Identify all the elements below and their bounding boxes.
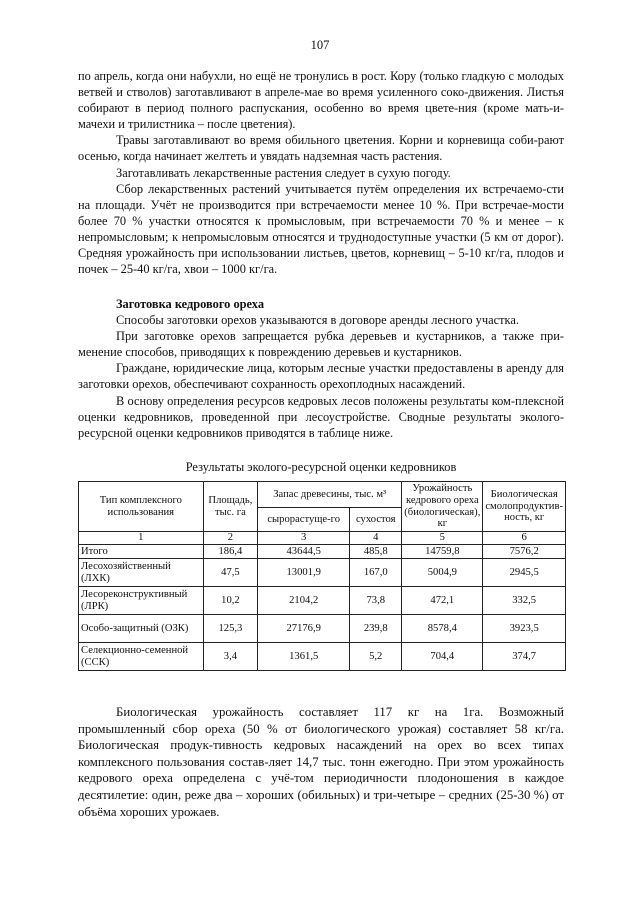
- table-row: [79, 544, 566, 559]
- cell: 2104,2: [258, 587, 350, 615]
- cell: 2945,5: [483, 559, 566, 587]
- cell: 374,7: [483, 643, 566, 671]
- header-resin: Биологическая смолопродуктив-ность, кг: [483, 482, 566, 532]
- paragraph: Способы заготовки орехов указываются в договоре аренды лесного участка.: [116, 313, 519, 328]
- cell: 3,4: [203, 643, 258, 671]
- cell: 73,8: [350, 587, 402, 615]
- cell: 14759,8: [402, 544, 483, 559]
- index-cell: 4: [350, 532, 402, 545]
- cell: 10,2: [203, 587, 258, 615]
- index-cell: 2: [203, 532, 258, 545]
- cell: 13001,9: [258, 559, 350, 587]
- row-label: Итого: [79, 544, 204, 559]
- paragraph: Травы заготавливают во время обильного цветения. Корни и корневища соби-рают осенью, когда начинает желтеть и увядать надземная часть растения.: [78, 133, 564, 164]
- table-index-row: [79, 532, 566, 545]
- section-cedar-nut: [78, 296, 564, 441]
- paragraph: При заготовке орехов запрещается рубка деревьев и кустарников, а также при-менение способов, приводящих к повреждению деревьев и кустарников.: [78, 329, 564, 360]
- row-label: Селекционно-семенной (ССК): [79, 643, 204, 671]
- cell: 332,5: [483, 587, 566, 615]
- table-row: [79, 615, 566, 643]
- text-block-bottom: [78, 704, 564, 820]
- paragraph: В основу определения ресурсов кедровых лесов положены результаты ком-плексной оценки кедровников, проведенной при лесоустройстве. Сводные результаты эколого-ресурсной оценки кедровников приводятся в таблице ниже.: [78, 393, 564, 440]
- results-table: [78, 481, 566, 671]
- cell: 125,3: [203, 615, 258, 643]
- table-caption: Результаты эколого-ресурсной оценки кедровников: [185, 460, 457, 474]
- cell: 167,0: [350, 559, 402, 587]
- index-cell: 5: [402, 532, 483, 545]
- cell: 47,5: [203, 559, 258, 587]
- index-cell: 6: [483, 532, 566, 545]
- cell: 472,1: [402, 587, 483, 615]
- header-type: Тип комплексного использования: [79, 482, 204, 532]
- section-heading: Заготовка кедрового ореха: [116, 297, 265, 311]
- header-stock-growing: сырорастуще-го: [258, 508, 350, 532]
- paragraph: Граждане, юридические лица, которым лесные участки предоставлены в аренду для заготовки орехов, обеспечивают сохранность орехоплодных насаждений.: [78, 361, 564, 392]
- cell: 1361,5: [258, 643, 350, 671]
- index-cell: 1: [79, 532, 204, 545]
- header-yield: Урожайность кедрового ореха (биологическая), кг: [402, 482, 483, 532]
- paragraph: по апрель, когда они набухли, но ещё не тронулись в рост. Кору (только гладкую с молодых ветвей и стволов) заготавливают в апреле-мае во время усиленного соко-движения. Листья собирают в период полного распускания, особенно во время цвете-ния (кроме мать-и-мачехи и трилистника – после цветения).: [78, 69, 564, 132]
- cell: 239,8: [350, 615, 402, 643]
- index-cell: 3: [258, 532, 350, 545]
- cell: 186,4: [203, 544, 258, 559]
- header-area: Площадь, тыс. га: [203, 482, 258, 532]
- page-number: 107: [310, 38, 330, 52]
- paragraph: Биологическая урожайность составляет 117 кг на 1га. Возможный промышленный сбор ореха (50 % от биологического урожая) составляет 58 кг/га. Биологическая продук-тивность кедровых насаждений на орех во всех типах комплексного пользования состав-ляет 14,7 тыс. тонн ежегодно. При этом урожайность кедрового ореха определена с учё-том периодичности плодоношения в каждое десятилетие: один, реже два – хороших (обильных) и три-четыре – средних (25-30 %) от объёма хороших урожаев.: [78, 705, 564, 819]
- cell: 27176,9: [258, 615, 350, 643]
- header-stock: Запас древесины, тыс. м³: [258, 482, 402, 508]
- cell: 704,4: [402, 643, 483, 671]
- table-row: [79, 559, 566, 587]
- cell: 5004,9: [402, 559, 483, 587]
- cell: 43644,5: [258, 544, 350, 559]
- paragraph: Сбор лекарственных растений учитывается путём определения их встречаемо-сти на площади. Учёт не производится при встречаемости менее 10 %. При встречае-мости более 70 % участки относятся к промысловым, при встречаемости 70 % и менее – к непромысловым; к непромысловым относятся и труднодоступные участки (5 км от дорог). Средняя урожайность при использовании листьев, цветов, корневищ – 5-10 кг/га, плодов и почек – 25-40 кг/га, хвои – 1000 кг/га.: [78, 181, 564, 277]
- header-stock-dead: сухостоя: [350, 508, 402, 532]
- row-label: Лесохозяйственный (ЛХК): [79, 559, 204, 587]
- row-label: Особо-защитный (ОЗК): [79, 615, 204, 643]
- cell: 8578,4: [402, 615, 483, 643]
- paragraph: Заготавливать лекарственные растения следует в сухую погоду.: [116, 165, 451, 180]
- cell: 485,8: [350, 544, 402, 559]
- cell: 7576,2: [483, 544, 566, 559]
- table-row: [79, 587, 566, 615]
- text-block-top: [78, 68, 564, 277]
- cell: 3923,5: [483, 615, 566, 643]
- cell: 5,2: [350, 643, 402, 671]
- table-row: [79, 643, 566, 671]
- row-label: Лесореконструктивный (ЛРК): [79, 587, 204, 615]
